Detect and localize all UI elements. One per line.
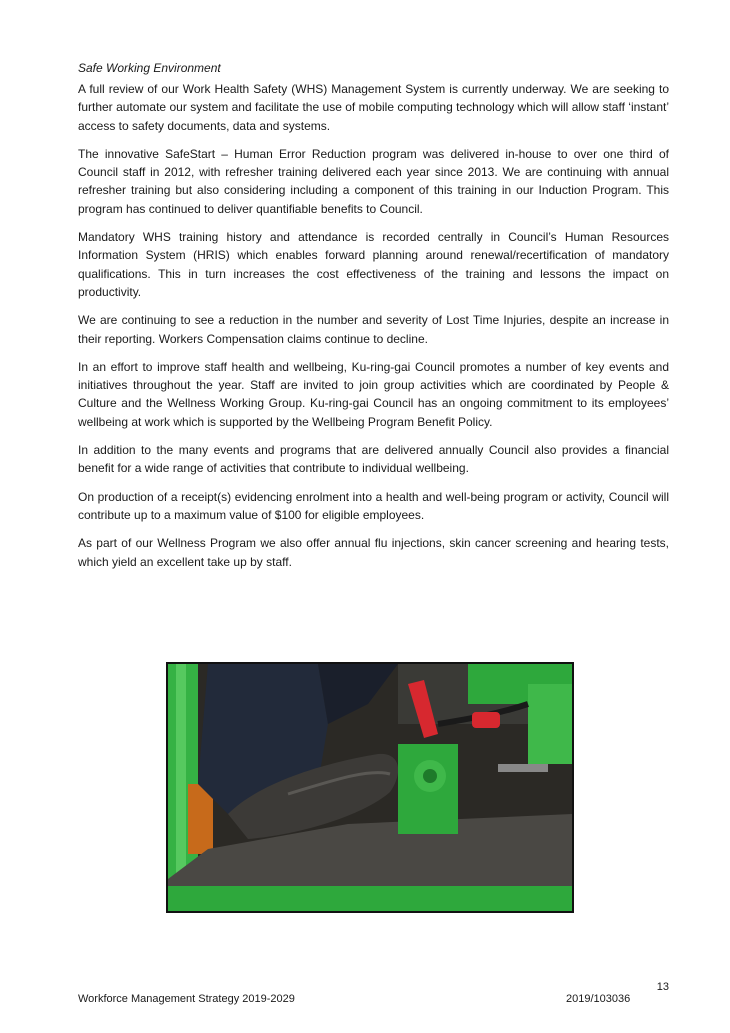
page-number: 13 <box>656 981 669 993</box>
paragraph-whs-review: A full review of our Work Health Safety (WHS) Management System is currently underway. We are seeking to further automate our system and facilitate the use of mobile computing technology which will allow staff ‘instant’ access to safety documents, data and systems. <box>78 82 669 133</box>
section-title: Safe Working Environment <box>78 61 221 75</box>
paragraph-receipt-contribution: On production of a receipt(s) evidencing enrolment into a health and well-being program or activity, Council will contribute up to a maximum value of $100 for eligible employees. <box>78 489 669 522</box>
machine-operator-photo <box>166 662 574 913</box>
paragraph-mandatory-training: Mandatory WHS training history and attendance is recorded centrally in Council’s Human Resources Information System (HRIS) which enables forward planning around renewal/recertification of mandatory qualifications. This in turn increases the cost effectiveness of the training and lessons the impact on productivity. <box>78 230 669 299</box>
footer-document-title: Workforce Management Strategy 2019-2029 <box>78 993 295 1005</box>
paragraph-wellness-program: As part of our Wellness Program we also offer annual flu injections, skin cancer screening and hearing tests, which yield an excellent take up by staff. <box>78 536 669 569</box>
paragraph-financial-benefit: In addition to the many events and programs that are delivered annually Council also provides a financial benefit for a wide range of activities that contribute to individual wellbeing. <box>78 443 669 476</box>
paragraph-health-wellbeing: In an effort to improve staff health and wellbeing, Ku-ring-gai Council promotes a number of key events and initiatives throughout the year. Staff are invited to join group activities which are coordinated by People & Culture and the Wellness Working Group. Ku-ring-gai Council has an ongoing commitment to its employees’ wellbeing at work which is supported by the Wellbeing Program Benefit Policy. <box>78 359 669 429</box>
main-content <box>78 60 669 581</box>
paragraph-lost-time-injuries: We are continuing to see a reduction in the number and severity of Lost Time Injuries, despite an increase in their reporting. Workers Compensation claims continue to decline. <box>78 313 669 346</box>
footer-reference: 2019/103036 <box>566 993 631 1005</box>
photo-illustration <box>168 664 572 911</box>
paragraph-safestart: The innovative SafeStart – Human Error Reduction program was delivered in-house to over one third of Council staff in 2012, with refresher training delivered each year since 2013. We are continuing with annual refresher training but also considering including a component of this training in our Induction Program. This program has continued to deliver quantifiable benefits to Council. <box>78 146 669 216</box>
